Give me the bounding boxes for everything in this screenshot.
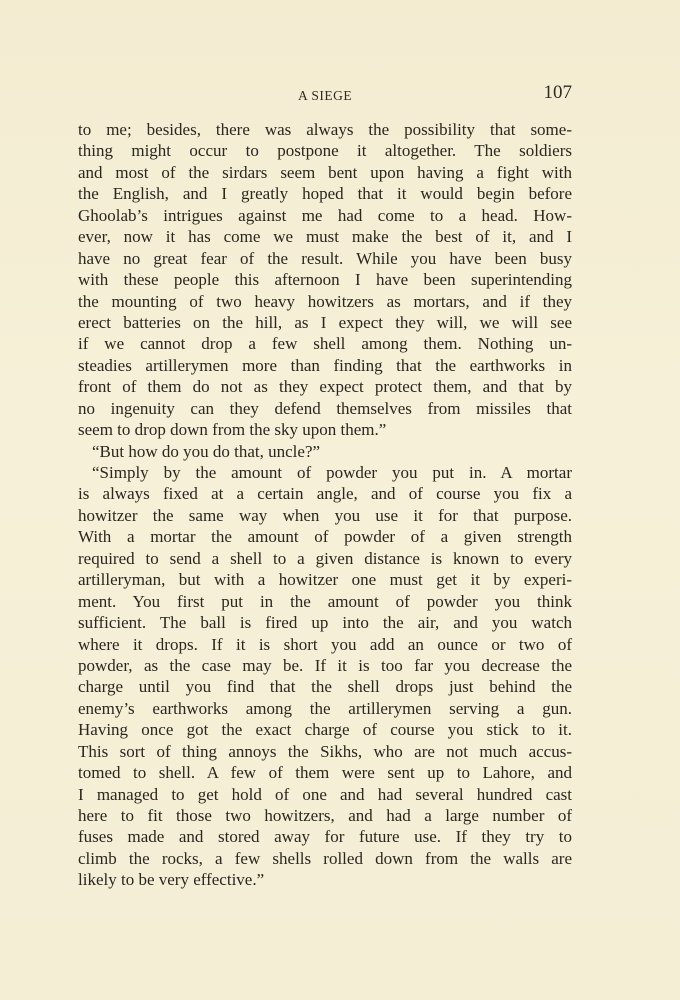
text-line: is always fixed at a certain angle, and of course you fix a xyxy=(78,484,572,504)
page-number: 107 xyxy=(543,82,572,103)
text-line: the English, and I greatly hoped that it would begin before xyxy=(78,184,572,204)
text-line: I managed to get hold of one and had several hundred cast xyxy=(78,784,572,804)
text-line: if we cannot drop a few shell among them. Nothing un- xyxy=(78,334,572,354)
text-line: fuses made and stored away for future use. If they try to xyxy=(78,827,572,847)
text-line: “Simply by the amount of powder you put in. A mortar xyxy=(92,463,572,482)
text-line: where it drops. If it is short you add an ounce or two of xyxy=(78,634,572,654)
body-text xyxy=(78,119,572,891)
text-line: the mounting of two heavy howitzers as mortars, and if they xyxy=(78,291,572,311)
text-line: sufficient. The ball is fired up into the air, and you watch xyxy=(78,613,572,633)
text-line: ever, now it has come we must make the best of it, and I xyxy=(78,227,572,247)
text-line: front of them do not as they expect protect them, and that by xyxy=(78,377,572,397)
text-line: With a mortar the amount of powder of a given strength xyxy=(78,527,572,547)
text-line: and most of the sirdars seem bent upon having a fight with xyxy=(78,162,572,182)
text-line: Ghoolab’s intrigues against me had come to a head. How- xyxy=(78,205,572,225)
text-line: This sort of thing annoys the Sikhs, who are not much accus- xyxy=(78,741,572,761)
text-line: here to fit those two howitzers, and had a large number of xyxy=(78,806,572,825)
text-line: tomed to shell. A few of them were sent up to Lahore, and xyxy=(78,763,572,783)
page-header xyxy=(78,82,572,112)
text-line: howitzer the same way when you use it for that purpose. xyxy=(78,505,572,525)
text-line: climb the rocks, a few shells rolled down from the walls are xyxy=(78,848,572,868)
text-line: thing might occur to postpone it altogether. The soldiers xyxy=(78,141,572,161)
text-line: Having once got the exact charge of course you stick to it. xyxy=(78,720,572,740)
text-line: no ingenuity can they defend themselves from missiles that xyxy=(78,398,572,418)
text-line: erect batteries on the hill, as I expect they will, we will see xyxy=(78,312,572,332)
text-line: required to send a shell to a given distance is known to every xyxy=(78,548,572,568)
text-line: have no great fear of the result. While you have been busy xyxy=(78,248,572,268)
text-line: steadies artillerymen more than finding that the earthworks in xyxy=(78,355,572,375)
text-line: ment. You first put in the amount of powder you think xyxy=(78,591,572,611)
running-title: A SIEGE xyxy=(297,88,353,103)
text-line: likely to be very effective.” xyxy=(78,870,265,890)
text-line: powder, as the case may be. If it is too far you decrease the xyxy=(78,655,572,675)
text-line: artilleryman, but with a howitzer one must get it by experi- xyxy=(78,570,572,590)
text-line: with these people this afternoon I have been superintending xyxy=(78,270,572,290)
text-line: to me; besides, there was always the possibility that some- xyxy=(78,120,572,139)
text-line: enemy’s earthworks among the artillerymen serving a gun. xyxy=(78,698,572,718)
text-line: seem to drop down from the sky upon them.” xyxy=(78,420,387,440)
text-line: charge until you find that the shell drops just behind the xyxy=(78,677,572,697)
text-line: “But how do you do that, uncle?” xyxy=(92,441,321,461)
